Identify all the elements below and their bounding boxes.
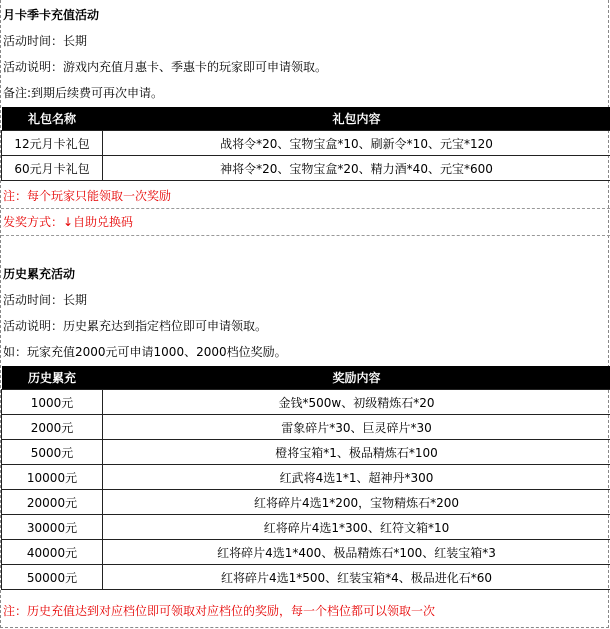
section2-title: 历史累充活动 <box>3 267 76 281</box>
section1-time: 活动时间：长期 <box>3 34 88 48</box>
package-content: 战将令*20、宝物宝盒*10、刷新令*10、元宝*120 <box>103 131 610 156</box>
table-row <box>2 465 610 490</box>
section1-warning: 注：每个玩家只能领取一次奖励 <box>3 189 172 203</box>
section2-desc: 活动说明：历史累充达到指定档位即可申请领取。 <box>3 319 268 333</box>
table-row <box>2 415 610 440</box>
section1-note: 备注:到期后续费可再次申请。 <box>3 86 164 100</box>
tier-reward: 红将碎片4选1*300、红符文箱*10 <box>103 515 610 540</box>
table-row <box>2 156 610 181</box>
tier-amount: 5000元 <box>2 440 103 465</box>
table-row <box>2 390 610 415</box>
table-row <box>2 440 610 465</box>
section2-example: 如：玩家充值2000元可申请1000、2000档位奖励。 <box>3 345 287 359</box>
section2-time: 活动时间：长期 <box>3 293 88 307</box>
section1-title: 月卡季卡充值活动 <box>3 8 100 22</box>
tier-amount: 1000元 <box>2 390 103 415</box>
header-package-name: 礼包名称 <box>2 107 103 131</box>
table-row <box>2 540 610 565</box>
table-row <box>2 515 610 540</box>
tier-amount: 40000元 <box>2 540 103 565</box>
monthly-card-table <box>1 107 610 181</box>
header-package-content: 礼包内容 <box>103 107 610 131</box>
tier-reward: 红将碎片4选1*400、极品精炼石*100、红装宝箱*3 <box>103 540 610 565</box>
tier-amount: 20000元 <box>2 490 103 515</box>
package-name: 12元月卡礼包 <box>2 131 103 156</box>
tier-reward: 橙将宝箱*1、极品精炼石*100 <box>103 440 610 465</box>
package-name: 60元月卡礼包 <box>2 156 103 181</box>
cumulative-recharge-table <box>1 366 610 590</box>
header-cumulative: 历史累充 <box>2 366 103 390</box>
header-reward: 奖励内容 <box>103 366 610 390</box>
section1-method: 发奖方式：↓自助兑换码 <box>3 215 134 229</box>
tier-reward: 雷象碎片*30、巨灵碎片*30 <box>103 415 610 440</box>
package-content: 神将令*20、宝物宝盒*20、精力酒*40、元宝*600 <box>103 156 610 181</box>
table-row <box>2 565 610 590</box>
divider <box>1 235 610 236</box>
tier-reward: 红将碎片4选1*200，宝物精炼石*200 <box>103 490 610 515</box>
section1-desc: 活动说明：游戏内充值月惠卡、季惠卡的玩家即可申请领取。 <box>3 60 328 74</box>
tier-reward: 红武将4选1*1、超神丹*300 <box>103 465 610 490</box>
tier-reward: 金钱*500w、初级精炼石*20 <box>103 390 610 415</box>
table-row <box>2 490 610 515</box>
tier-reward: 红将碎片4选1*500、红装宝箱*4、极品进化石*60 <box>103 565 610 590</box>
tier-amount: 50000元 <box>2 565 103 590</box>
section2-warning: 注：历史充值达到对应档位即可领取对应档位的奖励，每一个档位都可以领取一次 <box>3 604 436 618</box>
tier-amount: 30000元 <box>2 515 103 540</box>
tier-amount: 2000元 <box>2 415 103 440</box>
table-row <box>2 131 610 156</box>
tier-amount: 10000元 <box>2 465 103 490</box>
